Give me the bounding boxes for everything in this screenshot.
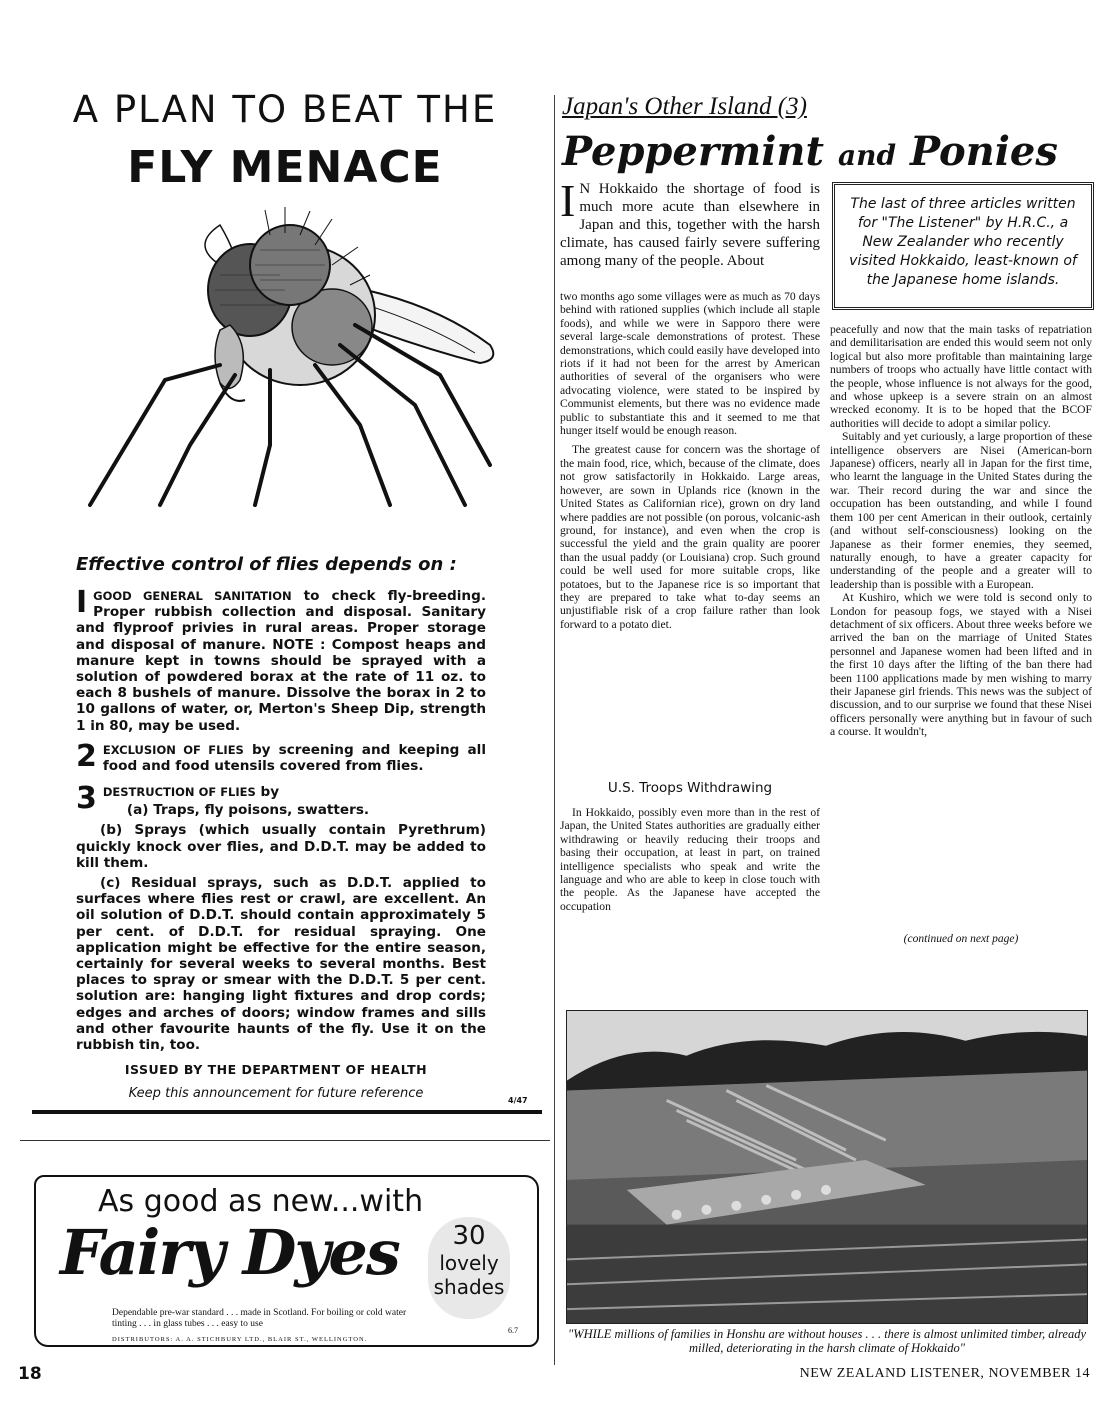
drop-cap: I [560,175,576,226]
item-text: by [255,784,280,800]
publication-name: NEW ZEALAND LISTENER, [799,1366,985,1381]
paragraph: At Kushiro, which we were told is second only to London for peasoup fogs, we stayed with a Nisei detachment of six officers. About three weeks before we arrived the ban on the marriage of United States personnel and Japanese women had been lifted and in the first 10 days after the lifting of the ban there had been 1100 applications made by men wishing to marry their Japanese girl friends. This news was the subject of discussion, and to our surprise we found that these Nisei officers personally were anything but in favour of such a course. It wouldn't, [830,591,1092,739]
item-number: I [76,585,88,620]
article-column-2 [830,323,1092,739]
publication-date: NOVEMBER 14 [988,1366,1090,1381]
fly-ad-keep: Keep this announcement for future reference [128,1086,424,1101]
article-subhead: U.S. Troops Withdrawing [607,780,773,796]
lead-text: N Hokkaido the shortage of food is much more acute than elsewhere in Japan and this, together with the harsh climate, has caused fairly severe suffering among many of the people. About [560,181,820,269]
divider-thin [20,1140,550,1141]
headline-part-b: Ponies [909,128,1058,175]
article-column-1 [560,290,820,631]
headline-and: and [837,139,897,172]
fairy-ad-brand: Fairy Dyes [60,1216,399,1289]
headline-part-a: Peppermint [562,128,824,175]
fly-ad-item-2 [76,739,486,775]
fairy-ad-distributors: DISTRIBUTORS: A. A. STICHBURY LTD., BLAIR ST., WELLINGTON. [112,1336,368,1343]
photo-caption: "WHILE millions of families in Honshu are without houses . . . there is almost unlimited timber, already milled, deteriorating in the harsh climate of Hokkaido" [567,1327,1087,1355]
continued-note: (continued on next page) [903,933,1019,945]
article-intro-box: The last of three articles written for "The Listener" by H.R.C., a New Zealander who recently visited Hokkaido, least-known of the Japanese home islands. [832,182,1094,310]
item-text: to check fly-breeding. Proper rubbish collection and disposal. Sanitary and flyproof privies in rural areas. Proper storage and disposal of manure. NOTE : Compost heaps and manure kept in towns should be sprayed with a solution of powdered borax at the rate of 11 oz. to each 8 bushels of manure. Dissolve the borax in 2 to 10 gallons of water, or, Merton's Sheep Dip, strength 1 in 80, may be used. [76,588,486,734]
fairy-ad-code: 6.7 [508,1326,518,1335]
paragraph: peacefully and now that the main tasks of repatriation and demilitarisation are ended this would seem not only logical but also more profitable than maintaining large numbers of troops who actually have little contact with the people, whose influence is not always for the good, and whose upkeep is a severe strain on an almost wrecked economy. It is to be hoped that the BCOF authorities will decide to adopt a similar policy. [830,323,1092,430]
paragraph: The greatest cause for concern was the shortage of the main food, rice, which, because of the climate, does not grow satisfactorily in Hokkaido. Large areas, however, are sown in Uplands rice (known in the United States as Californian rice), grown on dry land where paddies are not possible (on porous, volcanic-ash ground, for instance), and even when the crop is successful the yield and the grain quality are poorer than the usual paddy (or Louisiana) crop. Such ground could be well used for more suitable crops, like potatoes, but to the Japanese rice is so important that they are prepared to take what to-day seems an unjustifiable risk of a crop failure rather than look forward to a potato diet. [560,443,820,631]
item-number: 2 [76,739,97,774]
badge-number: 30 [452,1221,486,1251]
fly-ad-issued: ISSUED BY THE DEPARTMENT OF HEALTH [124,1062,428,1077]
fairy-ad-badge [428,1217,510,1319]
article-column-1-cont [560,806,820,913]
article-headline [562,128,1058,175]
footer-publication [760,1366,1090,1382]
timber-photo [566,1010,1088,1324]
item-caps: DESTRUCTION OF FLIES [102,785,256,799]
paragraph: two months ago some villages were as much as 70 days behind with rationed supplies (which include all staple foods), and while we were in Sapporo there were several large-scale demonstrations of protest. These demonstrations, which could easily have developed into riots if it had not been for the arrest by American authorities of several of the organisers who were advocating violence, were stated to be inspired by Communist elements, but there was no evidence made public to substantiate this and it seemed to me that hunger itself would be enough reason. [560,290,820,438]
fly-ad-item-3 [76,781,486,1054]
fairy-ad-description: Dependable pre-war standard . . . made in Scotland. For boiling or cold water tinting . . . in glass tubes . . . easy to use [112,1308,407,1329]
page-number: 18 [18,1364,42,1384]
fairy-ad-line1: As good as new...with [98,1184,424,1219]
badge-line2: lovely [439,1251,499,1275]
divider-thick [32,1110,542,1114]
fly-ad-lead: Effective control of flies depends on : [76,554,457,575]
item-3c: (c) Residual sprays, such as D.D.T. applied to surfaces where flies rest or crawl, are excellent. An oil solution of D.D.T. should contain approximately 5 per cent. of D.D.T. for residual spraying. One application might be effective for the entire season, certainly for several weeks to several months. Best places to spray or smear with the D.D.T. 5 per cent. solution are: hanging light fixtures and drop cords; edges and arches of doors; window frames and sills and other favourite haunts of the fly. Use it on the rubbish tin, too. [76,875,486,1054]
paragraph: In Hokkaido, possibly even more than in the rest of Japan, the United States authorities are gradually either withdrawing or heavily reducing their troops and basing their occupation, at least in part, on trained intelligence specialists who speak and write the language and who are able to keep in close touch with the people. As the Japanese have accepted the occupation [560,806,820,913]
item-3a: (a) Traps, fly poisons, swatters. [126,802,370,819]
item-caps: GOOD GENERAL SANITATION [93,589,292,603]
fly-ad-code: 4/47 [508,1096,528,1105]
fly-ad-headline-line2: FLY MENACE [127,142,443,193]
item-3b: (b) Sprays (which usually contain Pyrethrum) quickly knock over flies, and D.D.T. may be added to kill them. [76,822,486,871]
badge-line3: shades [433,1275,505,1299]
fly-ad-headline-line1: A PLAN TO BEAT THE [72,88,498,131]
item-text: by screening and keeping all food and food utensils covered from flies. [102,742,486,775]
item-number: 3 [76,781,97,816]
item-caps: EXCLUSION OF FLIES [102,743,244,757]
column-divider [554,95,555,1365]
paragraph: Suitably and yet curiously, a large proportion of these intelligence observers are Nisei (American-born Japanese) officers, nearly all in Japan for the first time, who learnt the language in the United States during the war. Their record during the war and since the occupation has been outstanding, and while I found them 100 per cent American in their outlook, certainly (and without self-consciousness) looking on the Japanese as their former enemies, they seemed, naturally enough, to have a greater capacity for understanding of the people and a greater will to leadership than is possible with a European. [830,430,1092,591]
fly-illustration [70,205,510,515]
article-lead [560,175,820,270]
fly-ad-item-1 [76,585,486,734]
article-kicker: Japan's Other Island (3) [562,93,807,120]
